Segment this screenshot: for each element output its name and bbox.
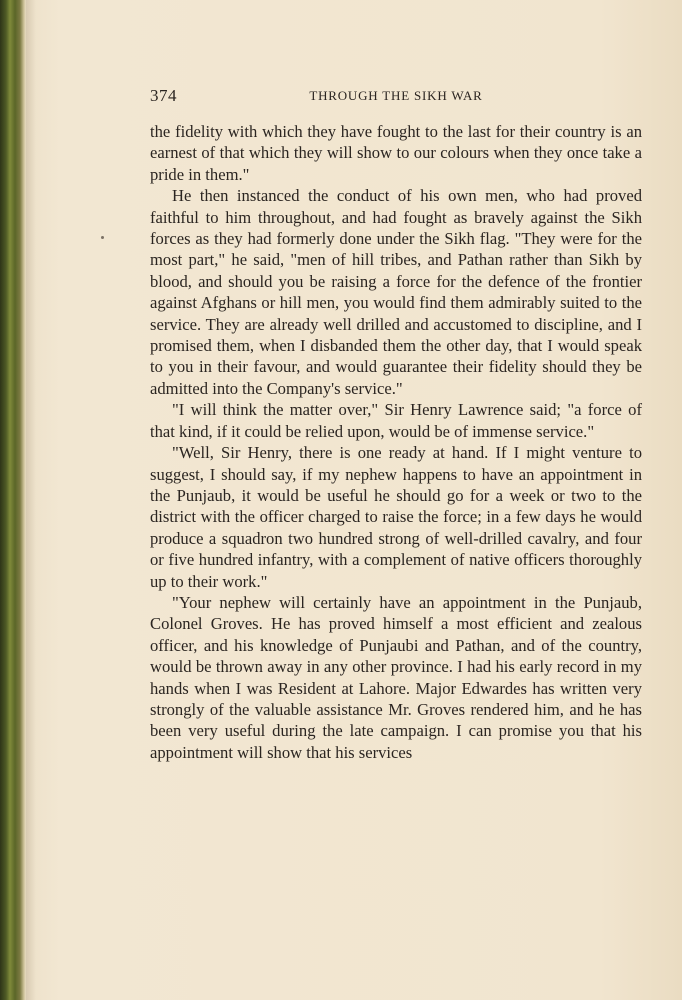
running-head: THROUGH THE SIKH WAR	[309, 88, 483, 103]
book-binding	[0, 0, 26, 1000]
body-text	[150, 121, 642, 763]
page-header	[150, 86, 642, 108]
gutter-shadow	[26, 0, 36, 1000]
page-number: 374	[150, 86, 177, 105]
paragraph: the fidelity with which they have fought to the last for their country is an earnest of that which they will show to our colours when they once take a pride in them."	[150, 122, 642, 184]
paper-speck	[101, 236, 104, 239]
paragraph: "Well, Sir Henry, there is one ready at hand. If I might venture to suggest, I should say, if my nephew happens to have an appointment in the Punjaub, it would be useful he should go for a week or two to the district with the officer charged to raise the force; in a few days he would produce a squadron two hundred strong of well-drilled cavalry, and four or five hundred infantry, with a complement of native officers thoroughly up to their work."	[150, 443, 642, 591]
paragraph: "Your nephew will certainly have an appointment in the Punjaub, Colonel Groves. He has proved himself a most efficient and zealous officer, and his knowledge of Punjaubi and Pathan, and of the country, would be thrown away in any other province. I had his early record in my hands when I was Resident at Lahore. Major Edwardes has written very strongly of the valuable assistance Mr. Groves rendered him, and he has been very useful during the late campaign. I can promise you that his appointment will show that his services	[150, 592, 642, 762]
paragraph: He then instanced the conduct of his own men, who had proved faithful to him throughout, and had fought as bravely against the Sikh forces as they had formerly done under the Sikh flag. "They were for the most part," he said, "men of hill tribes, and Pathan rather than Sikh by blood, and should you be raising a force for the defence of the frontier against Afghans or hill men, you would find them admirably suited to the service. They are already well drilled and accustomed to discipline, and I promised them, when I disbanded them the other day, that I would speak to you in their favour, and would guarantee their fidelity should they be admitted into the Company's service."	[150, 186, 642, 398]
paragraph: "I will think the matter over," Sir Henry Lawrence said; "a force of that kind, if it could be relied upon, would be of immense service."	[150, 400, 642, 441]
